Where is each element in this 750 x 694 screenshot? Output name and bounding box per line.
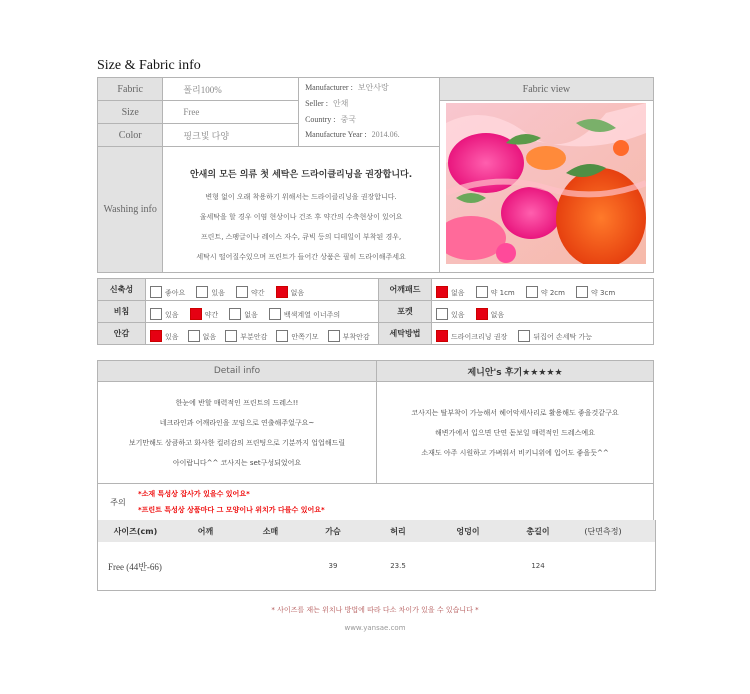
checkbox: [269, 308, 281, 320]
options-table: [97, 278, 654, 345]
washing-line: 세탁시 떨어질수있으며 프린트가 들어간 상품은 필히 드라이해주세요: [196, 253, 406, 261]
size-col-header: 엉덩이: [456, 526, 480, 536]
checkbox-checked: [276, 286, 288, 298]
review-line: 코사지는 탈부착이 가능해서 헤어악세사리로 활용해도 좋을것같구요: [411, 408, 619, 417]
checkbox: [476, 286, 488, 298]
checkbox: [188, 330, 200, 342]
detail-review-table: [97, 360, 654, 521]
option-item: 없음: [276, 286, 305, 298]
option-item: 없음: [436, 286, 465, 298]
size-cell: 39: [328, 562, 338, 570]
size-label: Size: [98, 101, 163, 124]
option-item: 있음: [436, 308, 465, 320]
checkbox: [150, 308, 162, 320]
option-item: 있음: [196, 286, 225, 298]
manufacture-meta: Manufacturer : 보안사랑 Seller : 안채 Country : 중국 Manufacture Year : 2014.06.: [299, 78, 440, 147]
option-item: 약간: [190, 308, 219, 320]
option-item: 없음: [476, 308, 505, 320]
notice-line: *소재 특성상 잡사가 있을수 있어요*: [138, 490, 250, 498]
option-item: 뒤집어 손세탁 가능: [518, 330, 592, 342]
site-url: www.yansae.com: [344, 624, 406, 632]
washing-title: 안새의 모든 의류 첫 세탁은 드라이클리닝을 권장합니다.: [189, 170, 413, 180]
checkbox: [526, 286, 538, 298]
checkbox-checked: [150, 330, 162, 342]
checkbox: [328, 330, 340, 342]
size-col-header: 총길이: [526, 526, 550, 536]
size-table-header: [98, 520, 655, 542]
table-row: [98, 542, 655, 590]
detail-line: 아이랍니다^^ 코사지는 set구성되었어요: [172, 458, 302, 467]
sheer-options: [146, 301, 379, 323]
size-col-header: (단면측정): [584, 526, 622, 536]
checkbox-checked: [190, 308, 202, 320]
review-content: [377, 382, 654, 484]
section-title: Size & Fabric info: [97, 58, 201, 73]
pocket-label: 포켓: [379, 301, 432, 323]
option-item: 약 3cm: [576, 286, 615, 298]
stretch-options: [146, 279, 379, 301]
checkbox-checked: [436, 330, 448, 342]
review-line: 해변가에서 입으면 단연 돋보일 매력적인 드레스예요: [435, 428, 595, 437]
review-line: 소재도 아주 시원하고 가벼워서 비키니위에 입어도 좋을듯^^: [421, 448, 609, 457]
detail-line: 네크라인과 어깨라인을 꼬임으로 연출해주었구요~: [159, 418, 315, 427]
lining-options: [146, 323, 379, 345]
detail-header: Detail info: [98, 361, 377, 382]
detail-line: 보기만해도 상큼하고 화사한 컬러감의 프린팅으로 기분까지 업업해드릴: [128, 438, 346, 447]
shoulder-pad-options: [432, 279, 654, 301]
fabric-value: 폴리100%: [163, 78, 299, 101]
washing-line: 울세탁을 할 경우 이염 현상이나 건조 후 약간의 수축현상이 있어요: [199, 213, 403, 221]
fabric-image-cell: [439, 101, 653, 273]
size-table: [97, 520, 656, 591]
option-item: 드라이크리닝 권장: [436, 330, 507, 342]
size-col-header: 허리: [390, 526, 406, 536]
washing-line: 프린트, 스팽글이나 레이스 자수, 큐빅 등의 디테일이 부착된 경우,: [200, 233, 402, 241]
sheer-label: 비침: [98, 301, 146, 323]
size-disclaimer: * 사이즈를 재는 위치나 방법에 따라 다소 차이가 있을 수 있습니다 *: [271, 606, 479, 614]
washing-label: Washing info: [98, 147, 163, 273]
washing-content: [163, 147, 439, 273]
size-cell: Free (44반-66): [108, 561, 162, 572]
size-col-header: 어깨: [197, 526, 214, 536]
checkbox: [276, 330, 288, 342]
size-col-header: 사이즈(cm): [113, 526, 158, 536]
detail-line: 한눈에 반할 매력적인 프린트의 드레스!!: [175, 398, 299, 407]
color-value: 핑크빛 다양: [163, 124, 299, 147]
checkbox: [518, 330, 530, 342]
shoulder-pad-label: 어깨패드: [379, 279, 432, 301]
washing-line: 변형 없이 오래 착용하기 위해서는 드라이클리닝을 권장합니다.: [205, 193, 397, 201]
notice-label: 주의: [110, 497, 126, 507]
notice-row: [98, 484, 654, 521]
checkbox: [576, 286, 588, 298]
wash-method-label: 세탁방법: [379, 323, 432, 345]
lining-label: 안감: [98, 323, 146, 345]
option-item: 있음: [150, 330, 179, 342]
checkbox: [236, 286, 248, 298]
fabric-view-label: Fabric view: [439, 78, 653, 101]
fabric-label: Fabric: [98, 78, 163, 101]
fabric-info-table: [97, 77, 654, 273]
option-item: 좋아요: [150, 286, 185, 298]
checkbox-checked: [436, 286, 448, 298]
option-item: 약간: [236, 286, 265, 298]
option-item: 안쪽기모: [276, 330, 318, 342]
option-item: 약 1cm: [476, 286, 515, 298]
size-col-header: 가슴: [325, 526, 341, 536]
size-value: Free: [163, 101, 299, 124]
option-item: 없음: [188, 330, 217, 342]
size-cell: 23.5: [390, 562, 406, 570]
notice-line: *프린트 특성상 상품마다 그 모양이나 위치가 다를수 있어요*: [138, 506, 325, 514]
review-header: 제니안's 후기★★★★★: [377, 361, 654, 382]
option-item: 없음: [229, 308, 258, 320]
size-cell: 124: [531, 562, 545, 570]
checkbox-checked: [476, 308, 488, 320]
option-item: 약 2cm: [526, 286, 565, 298]
option-item: 부착안감: [328, 330, 370, 342]
checkbox: [196, 286, 208, 298]
stretch-label: 신축성: [98, 279, 146, 301]
wash-method-options: [432, 323, 654, 345]
checkbox: [150, 286, 162, 298]
detail-content: [98, 382, 377, 484]
option-item: 백색계열 이너주의: [269, 308, 340, 320]
color-label: Color: [98, 124, 163, 147]
checkbox: [225, 330, 237, 342]
pocket-options: [432, 301, 654, 323]
checkbox: [229, 308, 241, 320]
option-item: 있음: [150, 308, 179, 320]
checkbox: [436, 308, 448, 320]
fabric-photo: [446, 103, 646, 264]
size-col-header: 소매: [262, 526, 279, 536]
option-item: 부분안감: [225, 330, 267, 342]
